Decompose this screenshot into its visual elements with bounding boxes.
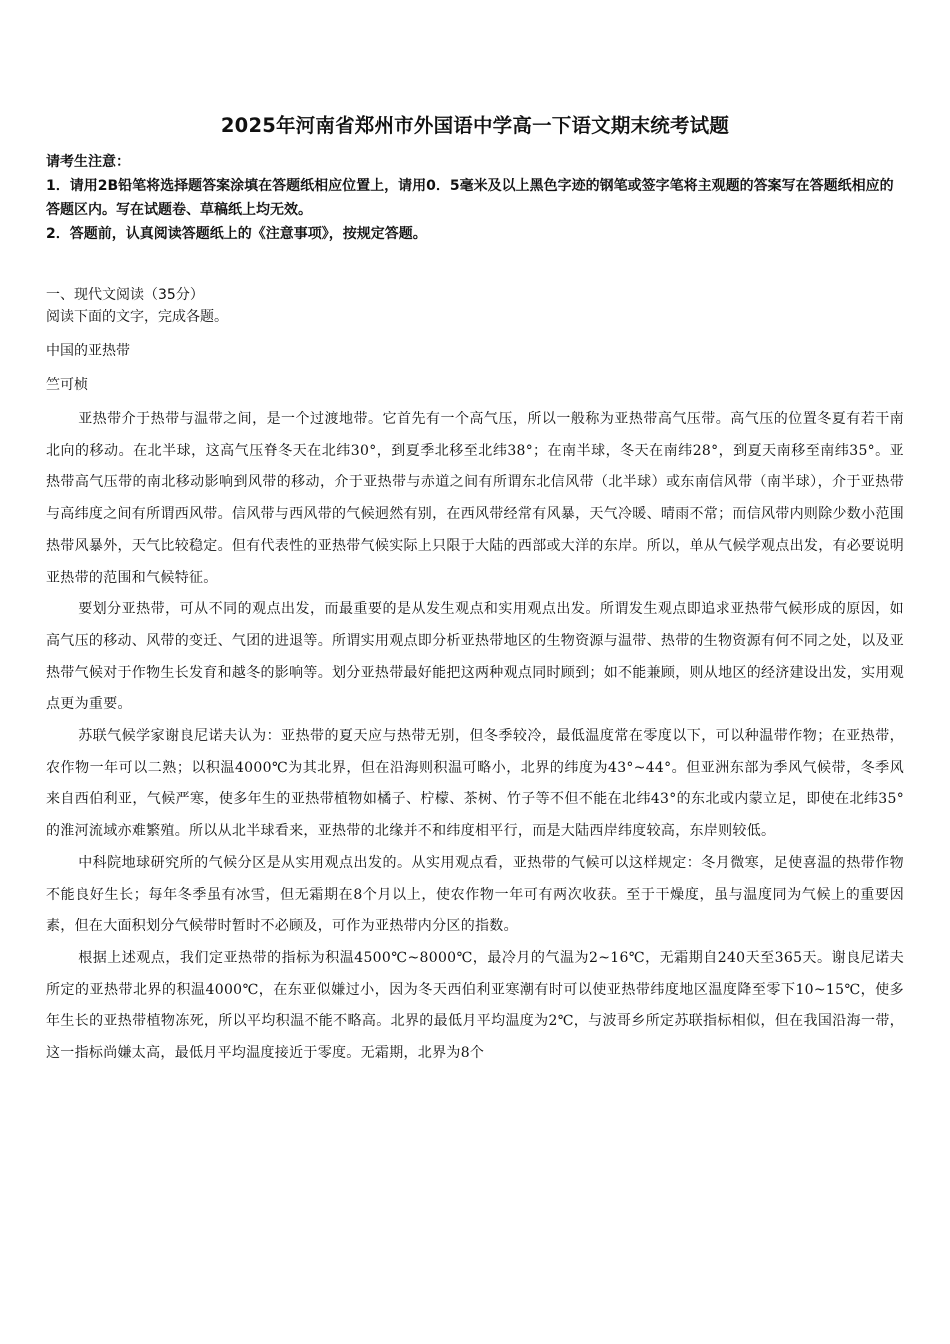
- notice-item-1: 1．请用2B铅笔将选择题答案涂填在答题纸相应位置上，请用0．5毫米及以上黑色字迹的钢笔或签字笔将主观题的答案写在答题纸相应的答题区内。写在试题卷、草稿纸上均无效。: [46, 178, 894, 218]
- article-body: [46, 404, 904, 1070]
- article-title: 中国的亚热带: [46, 343, 130, 359]
- exam-notice: [46, 150, 904, 246]
- reading-instruction: 阅读下面的文字，完成各题。: [46, 309, 228, 325]
- notice-item-2: 2．答题前，认真阅读答题纸上的《注意事项》，按规定答题。: [46, 226, 427, 242]
- article-paragraph-4: 中科院地球研究所的气候分区是从实用观点出发的。从实用观点看，亚热带的气候可以这样规定：冬月微寒，足使喜温的热带作物不能良好生长；每年冬季虽有冰雪，但无霜期在8个月以上，使农作物一年可有两次收获。至于干燥度，虽与温度同为气候上的重要因素，但在大面积划分气候带时暂时不必顾及，可作为亚热带内分区的指数。: [46, 854, 904, 935]
- notice-heading: 请考生注意：: [46, 154, 130, 170]
- article-paragraph-3: 苏联气候学家谢良尼诺夫认为：亚热带的夏天应与热带无别，但冬季较冷，最低温度常在零度以下，可以种温带作物；在亚热带，农作物一年可以二熟；以积温4000℃为其北界，但在沿海则积温可略小，北界的纬度为43°~44°。但亚洲东部为季风气候带，冬季风来自西伯利亚，气候严寒，使多年生的亚热带植物如橘子、柠檬、茶树、竹子等不但不能在北纬43°的东北或内蒙立足，即使在北纬35°的淮河流域亦难繁殖。所以从北半球看来，亚热带的北缘并不和纬度相平行，而是大陆西岸纬度较高，东岸则较低。: [46, 728, 904, 840]
- article-paragraph-5: 根据上述观点，我们定亚热带的指标为积温4500℃~8000℃，最冷月的气温为2~16℃，无霜期自240天至365天。谢良尼诺夫所定的亚热带北界的积温4000℃，在东亚似嫌过小，因为冬天西伯利亚寒潮有时可以使亚热带纬度地区温度降至零下10~15℃，使多年生长的亚热带植物冻死，所以平均积温不能不略高。北界的最低月平均温度为2℃，与波哥乡所定苏联指标相似，但在我国沿海一带，这一指标尚嫌太高，最低月平均温度接近于零度。无霜期，北界为8个: [46, 949, 904, 1062]
- article-paragraph-2: 要划分亚热带，可从不同的观点出发，而最重要的是从发生观点和实用观点出发。所谓发生观点即追求亚热带气候形成的原因，如高气压的移动、风带的变迁、气团的进退等。所谓实用观点即分析亚热带地区的生物资源与温带、热带的生物资源有何不同之处，以及亚热带气候对于作物生长发育和越冬的影响等。划分亚热带最好能把这两种观点同时顾到；如不能兼顾，则从地区的经济建设出发，实用观点更为重要。: [46, 601, 904, 713]
- section-heading: 一、现代文阅读（35分）: [46, 287, 204, 303]
- article-author: 竺可桢: [46, 377, 88, 393]
- article-paragraph-1: 亚热带介于热带与温带之间，是一个过渡地带。它首先有一个高气压，所以一般称为亚热带高气压带。高气压的位置冬夏有若干南北向的移动。在北半球，这高气压脊冬天在北纬30°，到夏季北移至北纬38°；在南半球，冬天在南纬28°，到夏天南移至南纬35°。亚热带高气压带的南北移动影响到风带的移动，介于亚热带与赤道之间有所谓东北信风带（北半球）或东南信风带（南半球），介于亚热带与高纬度之间有所谓西风带。信风带与西风带的气候迥然有别，在西风带经常有风暴，天气冷暖、晴雨不常；而信风带内则除少数小范围热带风暴外，天气比较稳定。但有代表性的亚热带气候实际上只限于大陆的西部或大洋的东岸。所以，单从气候学观点出发，有必要说明亚热带的范围和气候特征。: [46, 411, 904, 586]
- exam-title: 2025年河南省郑州市外国语中学高一下语文期末统考试题: [220, 114, 730, 137]
